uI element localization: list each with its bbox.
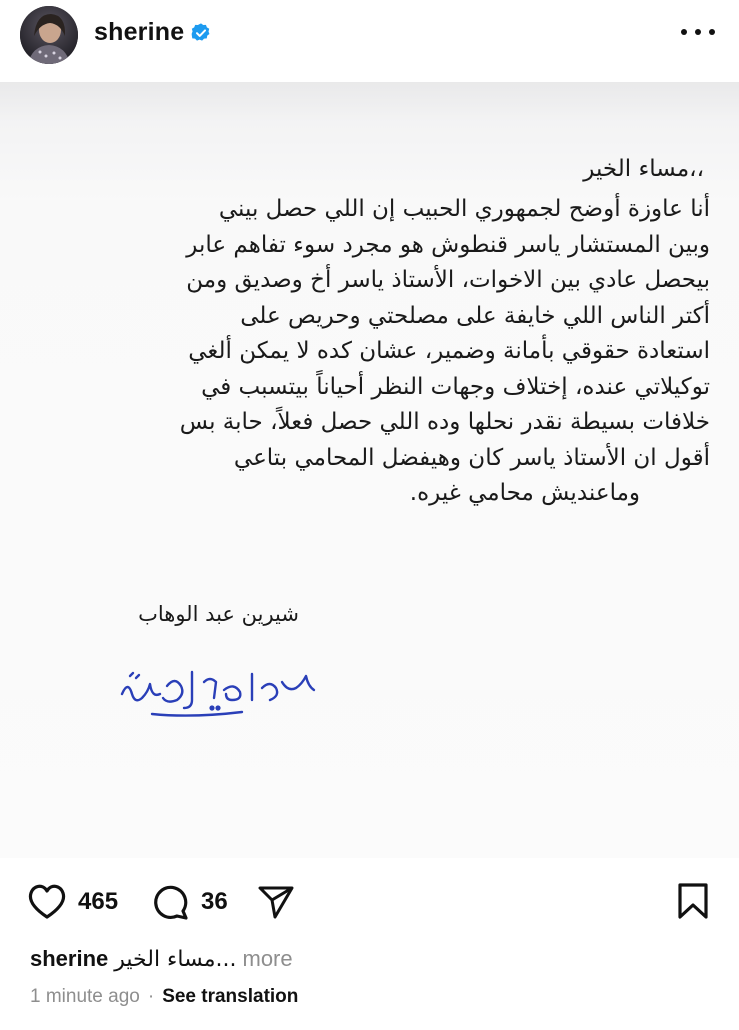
comment-count[interactable]: 36 bbox=[201, 888, 228, 915]
signature-name: شيرين عبد الوهاب bbox=[138, 602, 299, 626]
letter-text bbox=[70, 152, 710, 512]
post-meta bbox=[30, 984, 298, 1010]
letter-greeting: ،،مساء الخير bbox=[583, 156, 704, 182]
letter-line: بيحصل عادي بين الاخوات، الأستاذ ياسر أخ وصديق ومن bbox=[186, 267, 710, 293]
bookmark-icon[interactable] bbox=[676, 881, 710, 921]
more-options-icon[interactable] bbox=[681, 22, 715, 42]
heart-icon[interactable] bbox=[26, 883, 68, 921]
caption-username[interactable]: sherine bbox=[30, 946, 109, 971]
letter-body bbox=[70, 192, 710, 512]
post-header bbox=[0, 0, 739, 72]
letter-line: خلافات بسيطة نقدر نحلها وده اللي حصل فعلاً، حابة بس bbox=[179, 409, 710, 435]
letter-line: أكتر الناس اللي خايفة على مصلحتي وحريص على bbox=[240, 302, 710, 329]
action-bar bbox=[0, 870, 739, 930]
caption bbox=[30, 944, 293, 975]
letter-line: وبين المستشار ياسر قنطوش هو مجرد سوء تفاهم عابر bbox=[186, 231, 710, 258]
like-count[interactable]: 465 bbox=[78, 888, 119, 915]
see-translation-link[interactable]: See translation bbox=[162, 986, 299, 1007]
avatar[interactable] bbox=[20, 6, 78, 64]
caption-more-link[interactable]: more bbox=[242, 946, 293, 971]
send-icon[interactable] bbox=[256, 883, 296, 921]
caption-text: مساء الخير... bbox=[114, 947, 237, 972]
meta-separator: · bbox=[147, 986, 155, 1007]
comment-icon[interactable] bbox=[150, 882, 190, 922]
handwritten-signature bbox=[112, 664, 322, 724]
letter-line: وماعنديش محامي غيره. bbox=[409, 480, 640, 506]
verified-badge-icon bbox=[190, 22, 212, 44]
post-image[interactable] bbox=[0, 82, 739, 858]
post-timestamp: 1 minute ago bbox=[30, 986, 140, 1007]
letter-line: استعادة حقوقي بأمانة وضمير، عشان كده لا يمكن ألغي bbox=[188, 338, 710, 364]
letter-line: توكيلاتي عنده، إختلاف وجهات النظر أحياناً بيتسبب في bbox=[201, 373, 710, 400]
post-username[interactable]: sherine bbox=[94, 18, 185, 46]
letter-line: أقول ان الأستاذ ياسر كان وهيفضل المحامي بتاعي bbox=[233, 444, 710, 471]
letter-line: أنا عاوزة أوضح لجمهوري الحبيب إن اللي حصل بيني bbox=[218, 196, 710, 222]
